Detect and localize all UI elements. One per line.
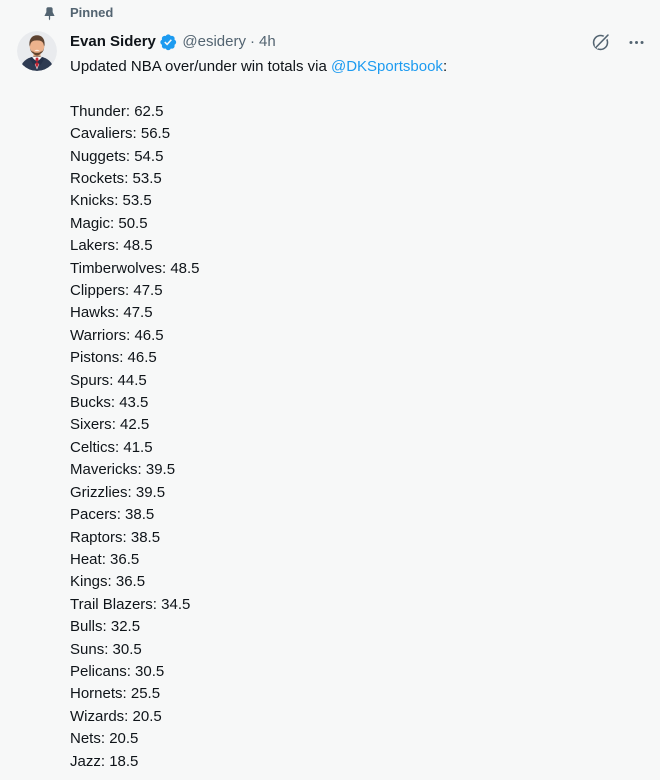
row-separator: : (107, 573, 116, 591)
win-total-value: 53.5 (132, 170, 162, 188)
row-separator: : (104, 640, 113, 658)
win-total-value: 30.5 (135, 662, 165, 680)
win-total-value: 53.5 (122, 192, 152, 210)
win-total-value: 62.5 (134, 102, 164, 120)
win-total-value: 38.5 (125, 506, 155, 524)
row-separator: : (115, 237, 124, 255)
win-totals-list (70, 101, 646, 773)
avatar[interactable] (17, 31, 57, 71)
row-separator: : (122, 685, 131, 703)
row-separator: : (110, 394, 120, 412)
row-separator: : (125, 282, 134, 300)
win-total-value: 44.5 (117, 371, 147, 389)
win-total-row (70, 459, 646, 481)
team-name: Spurs (70, 371, 110, 389)
row-separator: : (127, 483, 136, 501)
win-total-value: 48.5 (123, 237, 153, 255)
team-name: Hawks (70, 304, 116, 322)
win-total-value: 32.5 (110, 618, 141, 636)
win-total-value: 46.5 (127, 349, 157, 367)
grok-icon (590, 31, 612, 53)
team-name: Nuggets (70, 147, 126, 165)
team-name: Nets (70, 730, 101, 748)
win-total-row (70, 258, 646, 280)
row-separator: : (109, 371, 118, 389)
team-name: Kings (70, 573, 108, 591)
row-separator: : (152, 595, 162, 613)
row-separator: : (126, 662, 136, 680)
win-total-row (70, 527, 646, 549)
win-total-value: 47.5 (123, 304, 153, 322)
win-total-value: 20.5 (132, 707, 162, 725)
win-total-row (70, 482, 646, 504)
row-separator: : (101, 550, 111, 568)
win-total-value: 18.5 (109, 752, 139, 770)
team-name: Suns (70, 640, 105, 658)
win-total-value: 34.5 (161, 595, 191, 613)
win-total-row (70, 661, 646, 683)
team-name: Bucks (70, 394, 111, 412)
win-total-value: 36.5 (110, 550, 140, 568)
team-name: Sixers (70, 416, 112, 434)
tweet-text (70, 56, 646, 78)
team-name: Mavericks (70, 461, 138, 479)
win-total-value: 20.5 (109, 730, 139, 748)
grok-button[interactable] (590, 31, 612, 53)
team-name: Cavaliers (70, 125, 133, 143)
win-total-row (70, 370, 646, 392)
author-name[interactable]: Evan Sidery (70, 33, 156, 50)
tweet-colon: : (442, 58, 448, 75)
win-total-value: 54.5 (134, 147, 164, 165)
row-separator: : (116, 506, 126, 524)
tweet-content (70, 31, 646, 773)
row-separator: : (161, 259, 171, 277)
tweet-intro: Updated NBA over/under win totals via (70, 58, 331, 75)
team-name: Lakers (70, 237, 116, 255)
win-total-value: 48.5 (170, 259, 200, 277)
team-name: Hornets (70, 685, 123, 703)
row-separator: : (111, 416, 121, 434)
pinned-label: Pinned (70, 5, 114, 20)
more-icon (627, 33, 646, 52)
win-total-value: 39.5 (135, 483, 166, 501)
author-handle[interactable]: @esidery (182, 33, 246, 50)
win-total-row (70, 683, 646, 705)
team-name: Rockets (70, 170, 125, 188)
win-total-row (70, 168, 646, 190)
row-separator: : (122, 528, 131, 546)
win-total-row (70, 347, 646, 369)
meta-separator: · (249, 33, 255, 50)
mention-link[interactable]: @DKSportsbook (330, 58, 443, 75)
win-total-row (70, 751, 646, 773)
row-separator: : (126, 326, 135, 344)
team-name: Bulls (70, 618, 103, 636)
win-total-value: 56.5 (140, 125, 171, 143)
win-total-row (70, 190, 646, 212)
row-separator: : (125, 102, 135, 120)
win-total-value: 25.5 (130, 685, 161, 703)
row-separator: : (125, 147, 135, 165)
author-meta[interactable] (182, 31, 275, 53)
win-total-value: 39.5 (145, 461, 176, 479)
win-total-row (70, 213, 646, 235)
win-total-row (70, 616, 646, 638)
row-separator: : (132, 125, 141, 143)
win-total-value: 47.5 (133, 282, 163, 300)
row-separator: : (137, 461, 146, 479)
win-total-row (70, 706, 646, 728)
win-total-row (70, 414, 646, 436)
win-total-row (70, 571, 646, 593)
win-total-row (70, 101, 646, 123)
row-separator: : (124, 170, 133, 188)
team-name: Trail Blazers (70, 595, 153, 613)
win-total-row (70, 325, 646, 347)
team-name: Clippers (70, 282, 126, 300)
win-total-row (70, 123, 646, 145)
row-separator: : (110, 214, 119, 232)
win-total-row (70, 504, 646, 526)
team-name: Pacers (70, 506, 117, 524)
win-total-value: 41.5 (123, 438, 153, 456)
row-separator: : (100, 752, 110, 770)
row-separator: : (114, 192, 123, 210)
row-separator: : (100, 730, 110, 748)
win-total-value: 36.5 (115, 573, 146, 591)
author-row (70, 31, 646, 53)
win-total-value: 43.5 (119, 394, 149, 412)
team-name: Pistons (70, 349, 120, 367)
win-total-row (70, 302, 646, 324)
team-name: Pelicans (70, 662, 127, 680)
win-total-value: 46.5 (134, 326, 164, 344)
win-total-row (70, 437, 646, 459)
team-name: Thunder (70, 102, 126, 120)
row-separator: : (119, 349, 128, 367)
pin-icon (42, 5, 57, 21)
more-button[interactable] (627, 33, 646, 52)
win-total-row (70, 549, 646, 571)
win-total-row (70, 392, 646, 414)
team-name: Wizards (70, 707, 125, 725)
team-name: Knicks (70, 192, 115, 210)
win-total-row (70, 594, 646, 616)
team-name: Grizzlies (70, 483, 128, 501)
timestamp[interactable]: 4h (258, 33, 276, 50)
win-total-value: 42.5 (120, 416, 150, 434)
verified-badge-icon (159, 33, 178, 52)
team-name: Raptors (70, 528, 123, 546)
win-total-value: 38.5 (130, 528, 161, 546)
row-separator: : (115, 304, 124, 322)
win-total-row (70, 639, 646, 661)
team-name: Celtics (70, 438, 116, 456)
win-total-row (70, 728, 646, 750)
row-separator: : (124, 707, 133, 725)
row-separator: : (102, 618, 111, 636)
win-total-row (70, 146, 646, 168)
win-total-value: 30.5 (112, 640, 142, 658)
team-name: Heat (70, 550, 102, 568)
team-name: Jazz (70, 752, 101, 770)
win-total-value: 50.5 (118, 214, 148, 232)
team-name: Warriors (70, 326, 127, 344)
row-separator: : (115, 438, 124, 456)
win-total-row (70, 280, 646, 302)
win-total-row (70, 235, 646, 257)
team-name: Timberwolves (70, 259, 162, 277)
team-name: Magic (70, 214, 111, 232)
